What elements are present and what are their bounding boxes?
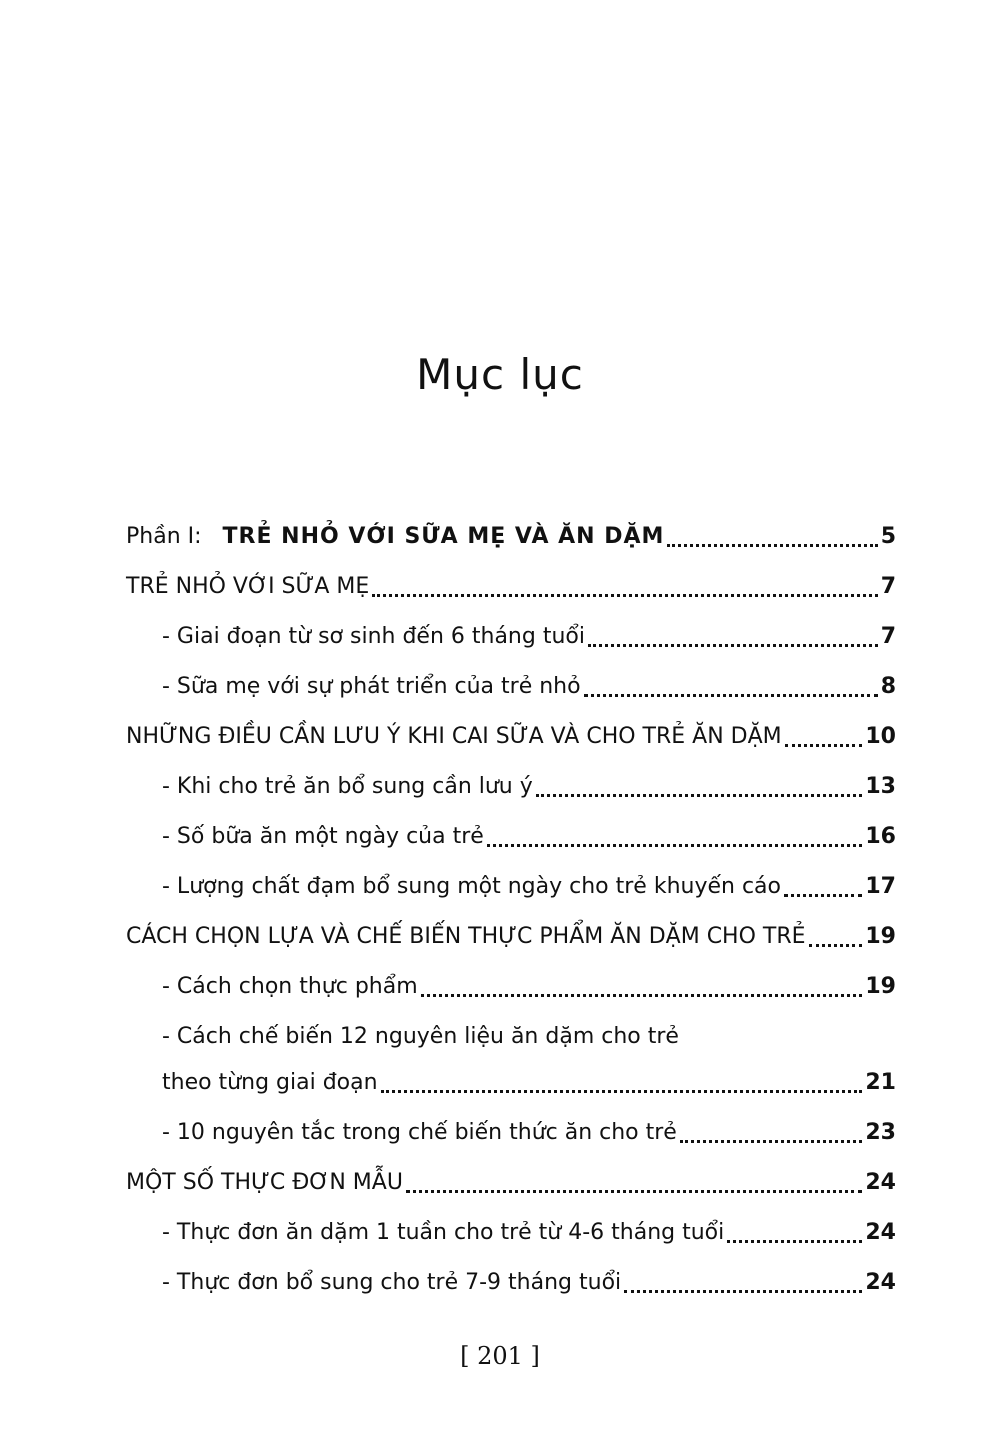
toc-subsection-entry bbox=[126, 662, 896, 712]
toc-subsection-entry bbox=[126, 962, 896, 1012]
toc-page-number: 7 bbox=[880, 574, 896, 599]
toc-entry-text: CÁCH CHỌN LỰA VÀ CHẾ BIẾN THỰC PHẨM ĂN DẶM CHO TRẺ bbox=[126, 924, 806, 949]
toc-page-number: 7 bbox=[880, 624, 896, 649]
toc-subsection-entry bbox=[126, 762, 896, 812]
toc-page-number: 8 bbox=[880, 674, 896, 699]
toc-page-number: 16 bbox=[865, 824, 896, 849]
part-title: TRẺ NHỎ VỚI SỮA MẸ VÀ ĂN DẶM bbox=[222, 524, 665, 549]
toc-entry-text: - Giai đoạn từ sơ sinh đến 6 tháng tuổi bbox=[162, 624, 585, 649]
toc-subsection-entry bbox=[126, 1208, 896, 1258]
dot-leader bbox=[372, 594, 877, 597]
toc-entry-text: - Khi cho trẻ ăn bổ sung cần lưu ý bbox=[162, 774, 533, 799]
toc-subsection-entry bbox=[126, 1108, 896, 1158]
page-title: Mục lục bbox=[416, 350, 584, 399]
dot-leader bbox=[809, 944, 863, 947]
toc-page-number: 13 bbox=[865, 774, 896, 799]
dot-leader bbox=[727, 1240, 862, 1243]
toc-subsection-entry bbox=[126, 612, 896, 662]
dot-leader bbox=[785, 744, 863, 747]
toc-entry-text: - Lượng chất đạm bổ sung một ngày cho trẻ khuyến cáo bbox=[162, 874, 781, 899]
toc-entry-text: - 10 nguyên tắc trong chế biến thức ăn cho trẻ bbox=[162, 1120, 677, 1145]
toc-part-entry bbox=[126, 512, 896, 562]
table-of-contents bbox=[126, 512, 896, 1308]
toc-entry-text: MỘT SỐ THỰC ĐƠN MẪU bbox=[126, 1170, 403, 1195]
toc-subsection-continuation bbox=[126, 1058, 896, 1108]
toc-page-number: 24 bbox=[865, 1270, 896, 1295]
toc-page-number: 21 bbox=[865, 1070, 896, 1095]
toc-entry-text: - Cách chế biến 12 nguyên liệu ăn dặm cho trẻ bbox=[162, 1024, 679, 1049]
toc-entry-text: NHỮNG ĐIỀU CẦN LƯU Ý KHI CAI SỮA VÀ CHO TRẺ ĂN DẶM bbox=[126, 724, 782, 749]
dot-leader bbox=[536, 794, 863, 797]
toc-subsection-entry bbox=[126, 1012, 896, 1058]
dot-leader bbox=[584, 694, 878, 697]
toc-entry-text: - Cách chọn thực phẩm bbox=[162, 974, 418, 999]
toc-page-number: 24 bbox=[865, 1170, 896, 1195]
toc-section-entry bbox=[126, 712, 896, 762]
toc-entry-text: - Thực đơn ăn dặm 1 tuần cho trẻ từ 4-6 tháng tuổi bbox=[162, 1220, 725, 1245]
toc-page-number: 17 bbox=[865, 874, 896, 899]
dot-leader bbox=[667, 544, 877, 547]
toc-entry-text: - Số bữa ăn một ngày của trẻ bbox=[162, 824, 484, 849]
dot-leader bbox=[680, 1140, 863, 1143]
dot-leader bbox=[588, 644, 878, 647]
toc-entry-text bbox=[126, 512, 664, 562]
toc-entry-text: theo từng giai đoạn bbox=[162, 1070, 378, 1095]
dot-leader bbox=[421, 994, 863, 997]
page-number-footer: [ 201 ] bbox=[460, 1342, 540, 1370]
toc-page-number: 23 bbox=[865, 1120, 896, 1145]
toc-entry-text: TRẺ NHỎ VỚI SỮA MẸ bbox=[126, 574, 370, 599]
toc-subsection-entry bbox=[126, 812, 896, 862]
dot-leader bbox=[381, 1090, 863, 1093]
toc-subsection-entry bbox=[126, 1258, 896, 1308]
dot-leader bbox=[406, 1190, 862, 1193]
toc-entry-text: - Sữa mẹ với sự phát triển của trẻ nhỏ bbox=[162, 674, 581, 699]
dot-leader bbox=[784, 894, 862, 897]
toc-section-entry bbox=[126, 562, 896, 612]
toc-subsection-entry bbox=[126, 862, 896, 912]
part-label: Phần I: bbox=[126, 524, 202, 549]
toc-page-number: 24 bbox=[865, 1220, 896, 1245]
toc-section-entry bbox=[126, 1158, 896, 1208]
toc-page-number: 19 bbox=[865, 924, 896, 949]
dot-leader bbox=[487, 844, 863, 847]
toc-page-number: 19 bbox=[865, 974, 896, 999]
toc-page-number: 10 bbox=[865, 724, 896, 749]
toc-entry-text: - Thực đơn bổ sung cho trẻ 7-9 tháng tuổi bbox=[162, 1270, 622, 1295]
dot-leader bbox=[624, 1290, 862, 1293]
toc-page-number: 5 bbox=[880, 524, 896, 549]
toc-section-entry bbox=[126, 912, 896, 962]
